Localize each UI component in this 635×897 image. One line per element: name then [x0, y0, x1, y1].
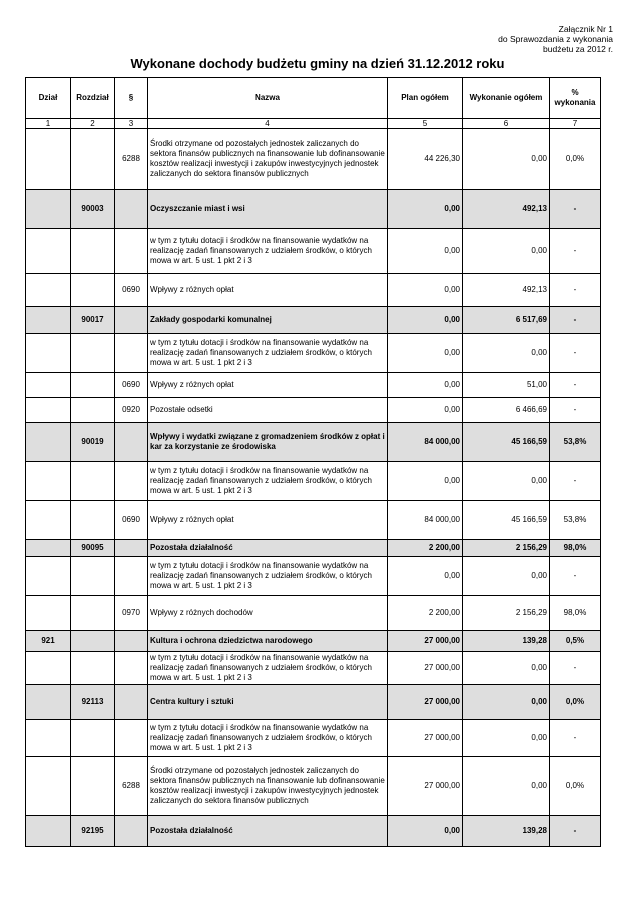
cell-wykonanie: 139,28 [463, 631, 550, 652]
cell-paragraf: 0690 [115, 274, 148, 307]
cell-nazwa: w tym z tytułu dotacji i środków na finansowanie wydatków na realizację zadań finansowanych z udziałem środków, o których mowa w art. 5 ust. 1 pkt 2 i 3 [148, 334, 388, 373]
column-number: 2 [71, 119, 115, 129]
table-row [26, 129, 601, 190]
cell-procent: - [550, 190, 601, 229]
cell-procent: - [550, 307, 601, 334]
cell-plan: 27 000,00 [388, 631, 463, 652]
cell-procent: - [550, 398, 601, 423]
cell-plan: 0,00 [388, 334, 463, 373]
cell-procent: - [550, 557, 601, 596]
cell-paragraf: 6288 [115, 757, 148, 816]
table-row [26, 307, 601, 334]
table-row [26, 501, 601, 540]
cell-wykonanie: 45 166,59 [463, 501, 550, 540]
cell-rozdzial: 92113 [71, 685, 115, 720]
cell-wykonanie: 6 517,69 [463, 307, 550, 334]
cell-nazwa: Kultura i ochrona dziedzictwa narodowego [148, 631, 388, 652]
cell-procent: - [550, 274, 601, 307]
cell-nazwa: Zakłady gospodarki komunalnej [148, 307, 388, 334]
table-row [26, 274, 601, 307]
cell-procent: - [550, 816, 601, 847]
annex-line-2: do Sprawozdania z wykonania [498, 34, 613, 44]
cell-rozdzial: 90019 [71, 423, 115, 462]
cell-wykonanie: 139,28 [463, 816, 550, 847]
table-row [26, 557, 601, 596]
cell-nazwa: Pozostałe odsetki [148, 398, 388, 423]
cell-nazwa: Środki otrzymane od pozostałych jednostek zaliczanych do sektora finansów publicznych na finansowanie lub dofinansowanie kosztów realizacji inwestycji i zakupów inwestycyjnych jednostek zaliczanych do sektora finansów publicznych [148, 129, 388, 190]
annex-note [498, 24, 613, 54]
column-number: 4 [148, 119, 388, 129]
cell-wykonanie: 45 166,59 [463, 423, 550, 462]
cell-plan: 27 000,00 [388, 720, 463, 757]
column-number: 1 [26, 119, 71, 129]
cell-procent: - [550, 229, 601, 274]
cell-plan: 44 226,30 [388, 129, 463, 190]
cell-wykonanie: 0,00 [463, 334, 550, 373]
column-number: 5 [388, 119, 463, 129]
cell-nazwa: w tym z tytułu dotacji i środków na finansowanie wydatków na realizację zadań finansowanych z udziałem środków, o których mowa w art. 5 ust. 1 pkt 2 i 3 [148, 720, 388, 757]
column-number-row [26, 119, 601, 129]
cell-dzial [26, 757, 71, 816]
cell-paragraf: 6288 [115, 129, 148, 190]
cell-plan: 27 000,00 [388, 652, 463, 685]
cell-rozdzial [71, 274, 115, 307]
cell-paragraf: 0920 [115, 398, 148, 423]
cell-paragraf [115, 652, 148, 685]
header-rozdzial: Rozdział [71, 78, 115, 119]
cell-wykonanie: 0,00 [463, 462, 550, 501]
table-row [26, 596, 601, 631]
cell-nazwa: w tym z tytułu dotacji i środków na finansowanie wydatków na realizację zadań finansowanych z udziałem środków, o których mowa w art. 5 ust. 1 pkt 2 i 3 [148, 462, 388, 501]
cell-rozdzial [71, 557, 115, 596]
cell-wykonanie: 6 466,69 [463, 398, 550, 423]
cell-nazwa: Wpływy i wydatki związane z gromadzeniem środków z opłat i kar za korzystanie ze środowiska [148, 423, 388, 462]
cell-procent: - [550, 373, 601, 398]
cell-nazwa: Wpływy z różnych opłat [148, 274, 388, 307]
cell-rozdzial [71, 129, 115, 190]
cell-plan: 2 200,00 [388, 540, 463, 557]
column-number: 6 [463, 119, 550, 129]
cell-procent: - [550, 462, 601, 501]
cell-dzial: 921 [26, 631, 71, 652]
table-row [26, 190, 601, 229]
cell-nazwa: Wpływy z różnych opłat [148, 373, 388, 398]
cell-nazwa: Pozostała działalność [148, 540, 388, 557]
table-row [26, 816, 601, 847]
cell-nazwa: Środki otrzymane od pozostałych jednostek zaliczanych do sektora finansów publicznych na finansowanie lub dofinansowanie kosztów realizacji inwestycji i zakupów inwestycyjnych jednostek zaliczanych do sektora finansów publicznych [148, 757, 388, 816]
cell-nazwa: Centra kultury i sztuki [148, 685, 388, 720]
cell-plan: 0,00 [388, 462, 463, 501]
cell-plan: 0,00 [388, 190, 463, 229]
cell-rozdzial [71, 462, 115, 501]
cell-plan: 27 000,00 [388, 685, 463, 720]
cell-plan: 0,00 [388, 557, 463, 596]
cell-dzial [26, 190, 71, 229]
cell-plan: 0,00 [388, 229, 463, 274]
cell-nazwa: Wpływy z różnych opłat [148, 501, 388, 540]
header-procent: % wykonania [550, 78, 601, 119]
cell-procent: 53,8% [550, 501, 601, 540]
cell-dzial [26, 652, 71, 685]
cell-plan: 2 200,00 [388, 596, 463, 631]
cell-paragraf: 0970 [115, 596, 148, 631]
cell-rozdzial: 92195 [71, 816, 115, 847]
header-paragraf: § [115, 78, 148, 119]
table-row [26, 652, 601, 685]
cell-dzial [26, 334, 71, 373]
cell-dzial [26, 685, 71, 720]
cell-rozdzial [71, 398, 115, 423]
cell-dzial [26, 816, 71, 847]
table-row [26, 373, 601, 398]
cell-plan: 0,00 [388, 307, 463, 334]
cell-plan: 0,00 [388, 274, 463, 307]
cell-paragraf: 0690 [115, 373, 148, 398]
cell-wykonanie: 0,00 [463, 129, 550, 190]
cell-procent: - [550, 334, 601, 373]
cell-wykonanie: 51,00 [463, 373, 550, 398]
cell-wykonanie: 0,00 [463, 720, 550, 757]
cell-procent: 53,8% [550, 423, 601, 462]
cell-dzial [26, 129, 71, 190]
cell-paragraf [115, 334, 148, 373]
revenue-table [25, 77, 601, 847]
table-row [26, 423, 601, 462]
cell-dzial [26, 557, 71, 596]
cell-wykonanie: 0,00 [463, 685, 550, 720]
cell-paragraf [115, 229, 148, 274]
cell-paragraf [115, 557, 148, 596]
cell-paragraf [115, 631, 148, 652]
cell-paragraf: 0690 [115, 501, 148, 540]
table-row [26, 462, 601, 501]
cell-plan: 84 000,00 [388, 501, 463, 540]
cell-nazwa: w tym z tytułu dotacji i środków na finansowanie wydatków na realizację zadań finansowanych z udziałem środków, o których mowa w art. 5 ust. 1 pkt 2 i 3 [148, 229, 388, 274]
table-row [26, 720, 601, 757]
cell-paragraf [115, 423, 148, 462]
header-dzial: Dział [26, 78, 71, 119]
cell-dzial [26, 307, 71, 334]
cell-rozdzial: 90017 [71, 307, 115, 334]
cell-dzial [26, 373, 71, 398]
cell-wykonanie: 0,00 [463, 652, 550, 685]
cell-rozdzial: 90003 [71, 190, 115, 229]
cell-paragraf [115, 307, 148, 334]
cell-rozdzial [71, 757, 115, 816]
cell-paragraf [115, 462, 148, 501]
cell-rozdzial [71, 334, 115, 373]
cell-wykonanie: 2 156,29 [463, 540, 550, 557]
table-row [26, 334, 601, 373]
cell-wykonanie: 492,13 [463, 274, 550, 307]
table-body [26, 129, 601, 847]
header-row [26, 78, 601, 119]
cell-dzial [26, 423, 71, 462]
cell-rozdzial [71, 373, 115, 398]
cell-procent: 0,5% [550, 631, 601, 652]
cell-nazwa: Pozostała działalność [148, 816, 388, 847]
column-number: 3 [115, 119, 148, 129]
document-title: Wykonane dochody budżetu gminy na dzień 31.12.2012 roku [130, 56, 505, 71]
table-row [26, 685, 601, 720]
cell-dzial [26, 398, 71, 423]
cell-rozdzial [71, 229, 115, 274]
cell-nazwa: w tym z tytułu dotacji i środków na finansowanie wydatków na realizację zadań finansowanych z udziałem środków, o których mowa w art. 5 ust. 1 pkt 2 i 3 [148, 652, 388, 685]
cell-dzial [26, 501, 71, 540]
cell-dzial [26, 596, 71, 631]
cell-dzial [26, 540, 71, 557]
table-row [26, 757, 601, 816]
cell-paragraf [115, 816, 148, 847]
cell-rozdzial: 90095 [71, 540, 115, 557]
cell-nazwa: Oczyszczanie miast i wsi [148, 190, 388, 229]
cell-procent: - [550, 720, 601, 757]
cell-plan: 0,00 [388, 816, 463, 847]
cell-nazwa: w tym z tytułu dotacji i środków na finansowanie wydatków na realizację zadań finansowanych z udziałem środków, o których mowa w art. 5 ust. 1 pkt 2 i 3 [148, 557, 388, 596]
header-wykonanie: Wykonanie ogółem [463, 78, 550, 119]
header-nazwa: Nazwa [148, 78, 388, 119]
cell-paragraf [115, 540, 148, 557]
table-row [26, 540, 601, 557]
cell-rozdzial [71, 652, 115, 685]
cell-procent: 98,0% [550, 596, 601, 631]
cell-paragraf [115, 685, 148, 720]
cell-dzial [26, 720, 71, 757]
cell-wykonanie: 0,00 [463, 229, 550, 274]
cell-wykonanie: 0,00 [463, 757, 550, 816]
cell-rozdzial [71, 501, 115, 540]
header-plan: Plan ogółem [388, 78, 463, 119]
cell-wykonanie: 2 156,29 [463, 596, 550, 631]
cell-dzial [26, 229, 71, 274]
cell-dzial [26, 274, 71, 307]
cell-paragraf [115, 190, 148, 229]
annex-line-3: budżetu za 2012 r. [543, 44, 613, 54]
cell-procent: 0,0% [550, 129, 601, 190]
cell-plan: 0,00 [388, 373, 463, 398]
cell-plan: 0,00 [388, 398, 463, 423]
cell-procent: 0,0% [550, 757, 601, 816]
cell-dzial [26, 462, 71, 501]
annex-line-1: Załącznik Nr 1 [558, 24, 613, 34]
cell-procent: - [550, 652, 601, 685]
cell-rozdzial [71, 596, 115, 631]
column-number: 7 [550, 119, 601, 129]
table-row [26, 398, 601, 423]
cell-plan: 27 000,00 [388, 757, 463, 816]
table-row [26, 229, 601, 274]
cell-procent: 98,0% [550, 540, 601, 557]
cell-rozdzial [71, 631, 115, 652]
cell-nazwa: Wpływy z różnych dochodów [148, 596, 388, 631]
cell-wykonanie: 492,13 [463, 190, 550, 229]
cell-wykonanie: 0,00 [463, 557, 550, 596]
table-row [26, 631, 601, 652]
cell-plan: 84 000,00 [388, 423, 463, 462]
cell-procent: 0,0% [550, 685, 601, 720]
cell-rozdzial [71, 720, 115, 757]
cell-paragraf [115, 720, 148, 757]
